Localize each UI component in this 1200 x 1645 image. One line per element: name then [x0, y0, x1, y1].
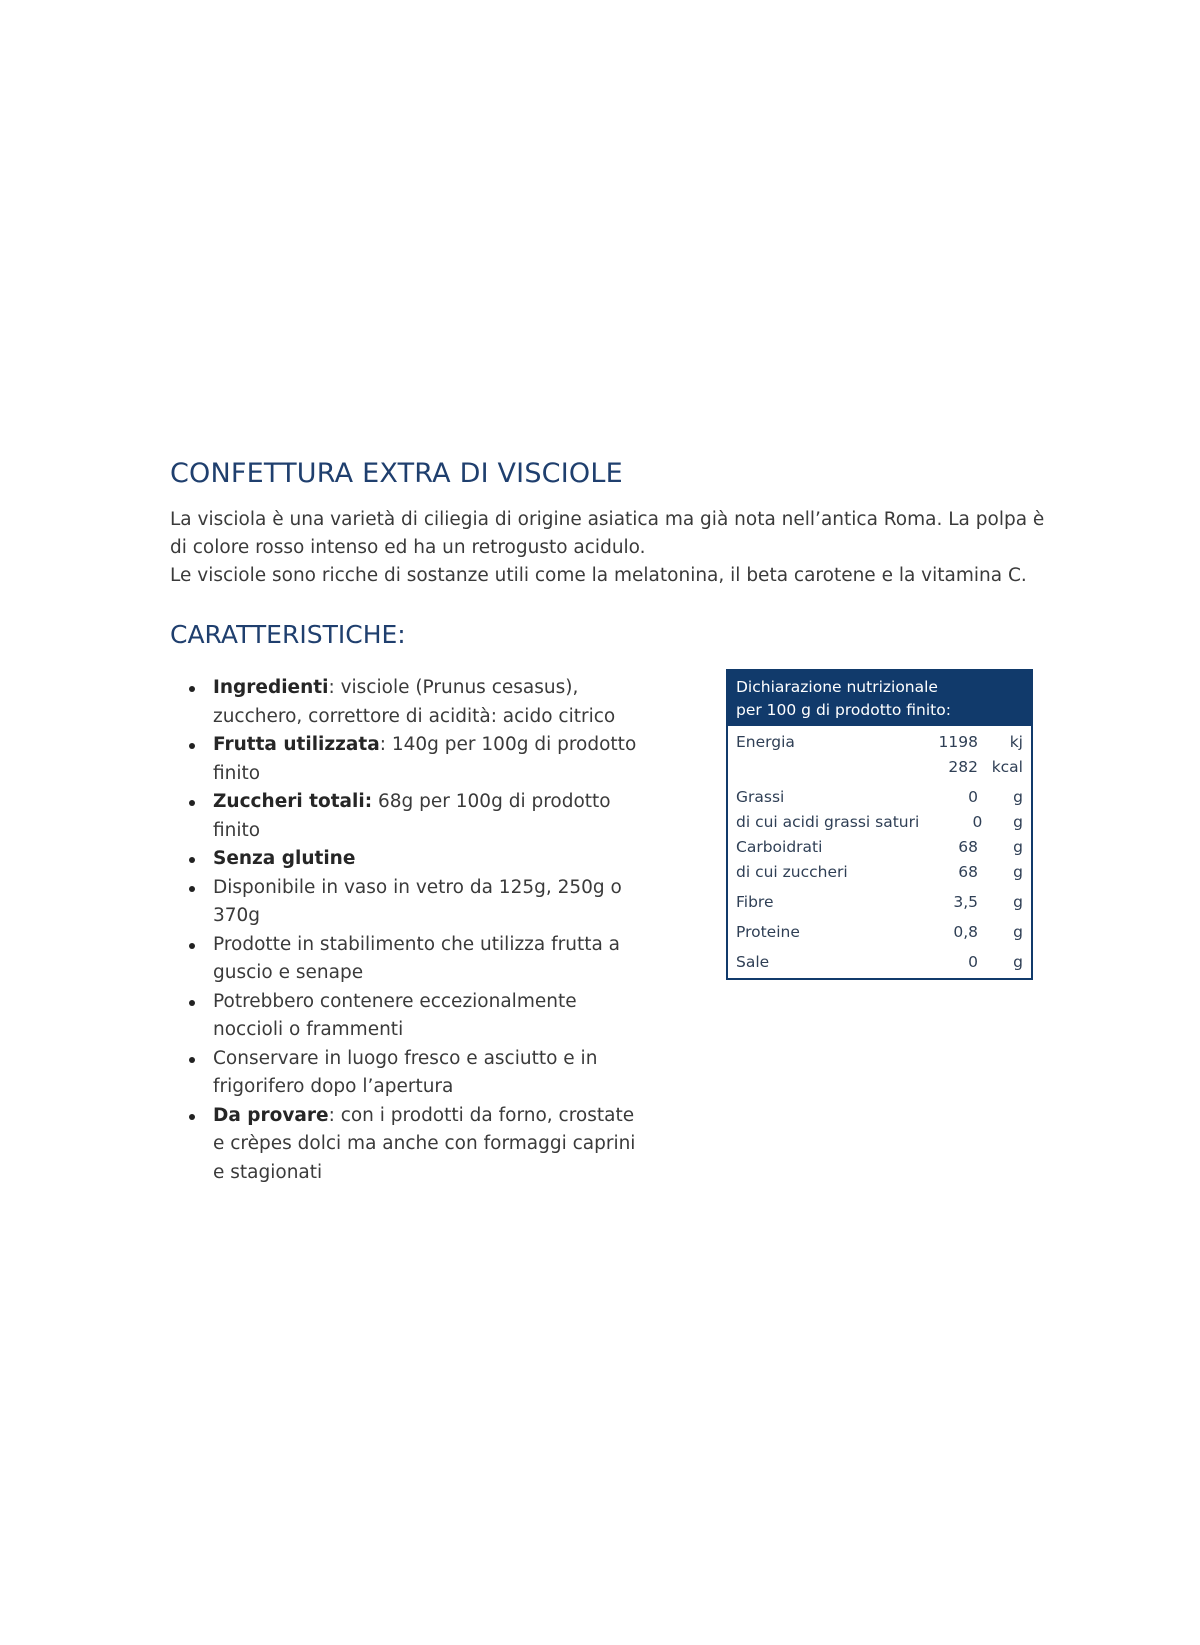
- features-area: [170, 674, 1050, 1187]
- nutrition-unit: g: [1013, 813, 1023, 832]
- nutrition-label: Fibre: [736, 893, 774, 912]
- nutrition-label: Energia: [736, 733, 795, 752]
- bullet-icon: [189, 943, 195, 949]
- list-item: [170, 845, 640, 874]
- list-item: [170, 988, 640, 1045]
- nutrition-row-carbohydrates: [736, 835, 1023, 860]
- nutrition-row-fat: [736, 785, 1023, 810]
- nutrition-row-fibre: [736, 890, 1023, 915]
- nutrition-row-energy-kj: [736, 730, 1023, 755]
- nutrition-row-salt: [736, 950, 1023, 975]
- nutrition-unit: g: [1013, 838, 1023, 857]
- feature-bold-label: Frutta utilizzata: [213, 734, 380, 756]
- feature-bold-label: Zuccheri totali:: [213, 791, 373, 813]
- list-item: [170, 1045, 640, 1102]
- bullet-icon: [189, 743, 195, 749]
- nutrition-unit: g: [1013, 953, 1023, 972]
- list-item: [170, 731, 640, 788]
- nutrition-row-sugars: [736, 860, 1023, 885]
- bullet-icon: [189, 686, 195, 692]
- nutrition-row-protein: [736, 920, 1023, 945]
- section-title: CARATTERISTICHE:: [170, 620, 406, 650]
- nutrition-value: 3,5: [953, 893, 978, 912]
- nutrition-header-line-2: per 100 g di prodotto finito:: [736, 701, 951, 720]
- feature-bold-label: Ingredienti: [213, 677, 329, 699]
- nutrition-label: Proteine: [736, 923, 800, 942]
- feature-text: Conservare in luogo fresco e asciutto e in frigorifero dopo l’apertura: [213, 1047, 598, 1098]
- bullet-icon: [189, 1114, 195, 1120]
- nutrition-label: Sale: [736, 953, 770, 972]
- bullet-icon: [189, 1000, 195, 1006]
- nutrition-table: [726, 669, 1033, 980]
- nutrition-value: 0: [972, 813, 983, 832]
- nutrition-label: Carboidrati: [736, 838, 823, 857]
- nutrition-header-line-1: Dichiarazione nutrizionale: [736, 678, 938, 697]
- feature-text: Prodotte in stabilimento che utilizza frutta a guscio e senape: [213, 933, 620, 984]
- feature-text: 68g per 100g di prodotto finito: [213, 791, 611, 841]
- nutrition-unit: g: [1013, 863, 1023, 882]
- nutrition-table-header: [728, 671, 1031, 726]
- feature-text: : 140g per 100g di prodotto finito: [213, 734, 637, 784]
- feature-bold-label: Senza glutine: [213, 848, 356, 870]
- nutrition-value: 68: [958, 863, 978, 882]
- list-item: [170, 874, 640, 931]
- feature-text: : visciole (Prunus cesasus), zucchero, correttore di acidità: acido citrico: [213, 677, 616, 727]
- nutrition-value: 282: [948, 758, 978, 777]
- feature-text: Potrebbero contenere eccezionalmente noccioli o frammenti: [213, 990, 577, 1041]
- nutrition-row-energy-kcal: [736, 755, 1023, 780]
- nutrition-table-body: [728, 726, 1031, 978]
- feature-text: Disponibile in vaso in vetro da 125g, 250g o 370g: [213, 876, 622, 927]
- list-item: [170, 931, 640, 988]
- description-paragraph-1: La visciola è una varietà di ciliegia di origine asiatica ma già nota nell’antica Roma. La polpa è di colore rosso intenso ed ha un retrogusto acidulo.: [170, 509, 1045, 559]
- product-description: [170, 506, 1050, 590]
- bullet-icon: [189, 886, 195, 892]
- nutrition-unit: g: [1013, 788, 1023, 807]
- description-paragraph-2: Le visciole sono ricche di sostanze utili come la melatonina, il beta carotene e la vitamina C.: [170, 565, 1027, 587]
- nutrition-value: 0: [968, 788, 978, 807]
- nutrition-unit: g: [1013, 923, 1023, 942]
- list-item: [170, 788, 640, 845]
- bullet-icon: [189, 1057, 195, 1063]
- list-item: [170, 1102, 640, 1188]
- product-content: [170, 458, 1050, 1187]
- page-title: CONFETTURA EXTRA DI VISCIOLE: [170, 458, 623, 489]
- nutrition-value: 1198: [938, 733, 978, 752]
- bullet-icon: [189, 800, 195, 806]
- feature-bold-label: Da provare: [213, 1104, 329, 1126]
- nutrition-unit: kcal: [991, 758, 1023, 777]
- nutrition-row-saturated-fat: [736, 810, 1023, 835]
- features-list: [170, 674, 640, 1187]
- feature-text: : con i prodotti da forno, crostate e crèpes dolci ma anche con formaggi caprini e stagionati: [213, 1104, 636, 1183]
- list-item: [170, 674, 640, 731]
- nutrition-unit: g: [1013, 893, 1023, 912]
- nutrition-unit: kj: [1009, 733, 1023, 752]
- nutrition-value: 68: [958, 838, 978, 857]
- nutrition-label: di cui acidi grassi saturi: [736, 813, 920, 832]
- nutrition-label: Grassi: [736, 788, 785, 807]
- nutrition-value: 0,8: [953, 923, 978, 942]
- nutrition-value: 0: [968, 953, 978, 972]
- nutrition-label: di cui zuccheri: [736, 863, 848, 882]
- bullet-icon: [189, 857, 195, 863]
